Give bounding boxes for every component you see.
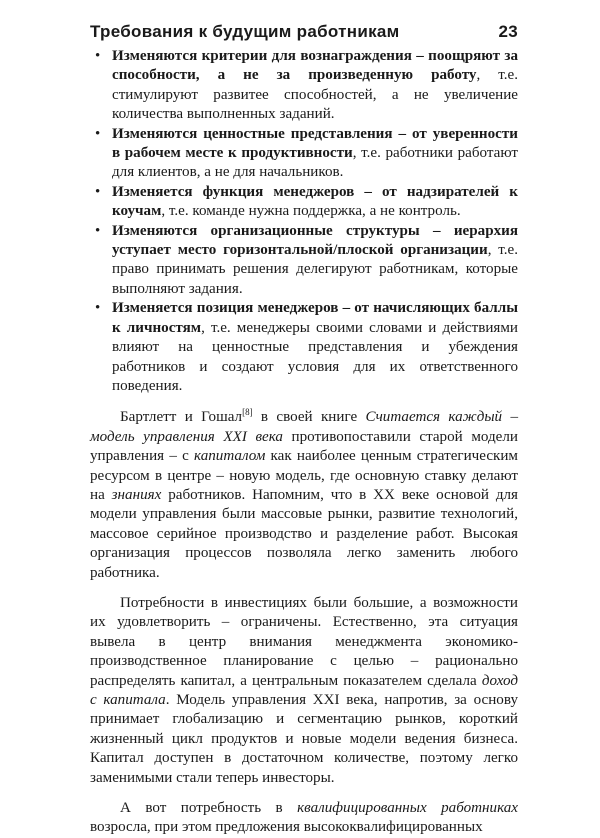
text-run: работников. Напомним, что в XX веке основой для модели управления были массовые рынки, развитие технологий, массовое серийное производство и разделение работ. Высокая организация процессов позволяла легко заменить любого работника. bbox=[90, 486, 518, 581]
bullet-icon: • bbox=[95, 125, 101, 142]
text-run: Потребности в инвестициях были большие, а возможности их удовлетворить – ограничены. Естественно, эта ситуация вывела в центр внимания менеджмента экономико-производственное планирование с целью – рационально распределять капитал, а центральным показателем сделала bbox=[90, 594, 518, 689]
bullet-item bbox=[90, 299, 518, 396]
bullet-item bbox=[90, 183, 518, 222]
text-run: Бартлетт и Гошал bbox=[120, 409, 243, 426]
bullet-item bbox=[90, 125, 518, 183]
text-run: возросла, при этом предложения высококвалифицированных bbox=[90, 819, 483, 836]
text-run: А вот потребность в bbox=[120, 800, 298, 817]
bullet-bold-text: Изменяются организационные структуры – иерархия уступает место горизонтальной/плоской организации bbox=[112, 222, 518, 259]
chapter-title: Требования к будущим работникам bbox=[90, 22, 400, 41]
text-run: как наиболее ценным стратегическим ресурсом в центре – новую модель, где основную ставку делают на bbox=[90, 448, 518, 503]
page-body bbox=[90, 47, 518, 838]
bullet-icon: • bbox=[95, 300, 101, 317]
bullet-bold-text: Изменяется позиция менеджеров – от начисляющих баллы к личностям bbox=[112, 300, 518, 336]
bullet-bold-text: Изменяется функция менеджеров – от надзирателей к коучам bbox=[112, 183, 518, 220]
paragraph-investments bbox=[90, 594, 518, 788]
citation-ref: [8] bbox=[242, 407, 253, 418]
bullet-icon: • bbox=[95, 222, 101, 239]
running-header bbox=[90, 22, 518, 42]
bullet-bold-text: Изменяются ценностные представления – от уверенности в рабочем месте к продуктивности bbox=[112, 125, 518, 162]
paragraph-qualified-workers bbox=[90, 799, 518, 838]
bullet-text: , т.е. работники работают для клиентов, а не для начальников. bbox=[112, 145, 518, 181]
bullet-icon: • bbox=[95, 48, 101, 64]
text-run: . Модель управления XXI века, напротив, за основу принимает глобализацию и сегментацию рынков, короткий жизненный цикл продуктов и новые модели ведения бизнеса. Капитал доступен в достаточном количестве, поэтому легко заменимыми стали теперь инвесторы. bbox=[90, 692, 518, 786]
italic-term: квалифицированных работниках bbox=[297, 800, 519, 817]
bullet-text: , т.е. команде нужна поддержка, а не контроль. bbox=[161, 203, 461, 220]
bullet-text: , т.е. менеджеры своими словами и действиями влияют на ценностные представления и убеждения работников и создают условия для их ответственного поведения. bbox=[112, 319, 518, 394]
bullet-text: , т.е. право принимать решения делегируют работникам, которые выполняют задания. bbox=[112, 242, 518, 297]
text-run: противопоставили старой модели управления – с bbox=[90, 428, 518, 465]
page-number: 23 bbox=[498, 22, 518, 41]
italic-term: доход с капитала bbox=[90, 672, 518, 708]
book-title-italic: Считается каждый – модель управления XXI века bbox=[90, 409, 518, 445]
bullet-bold-text: Изменяются критерии для вознаграждения – поощряют за способности, а не за произведенную работу bbox=[112, 48, 518, 84]
bullet-item bbox=[90, 47, 518, 125]
bullet-text: , т.е. стимулируют развитее способностей, а не увеличение количества выполненных заданий. bbox=[112, 67, 518, 123]
paragraph-bartlett-ghoshal bbox=[90, 408, 518, 583]
italic-term: капиталом bbox=[194, 448, 266, 465]
bullet-icon: • bbox=[95, 183, 101, 200]
italic-term: знаниях bbox=[111, 486, 162, 503]
text-run: в своей книге bbox=[252, 409, 366, 426]
bullet-list bbox=[90, 47, 518, 396]
bullet-item bbox=[90, 222, 518, 300]
